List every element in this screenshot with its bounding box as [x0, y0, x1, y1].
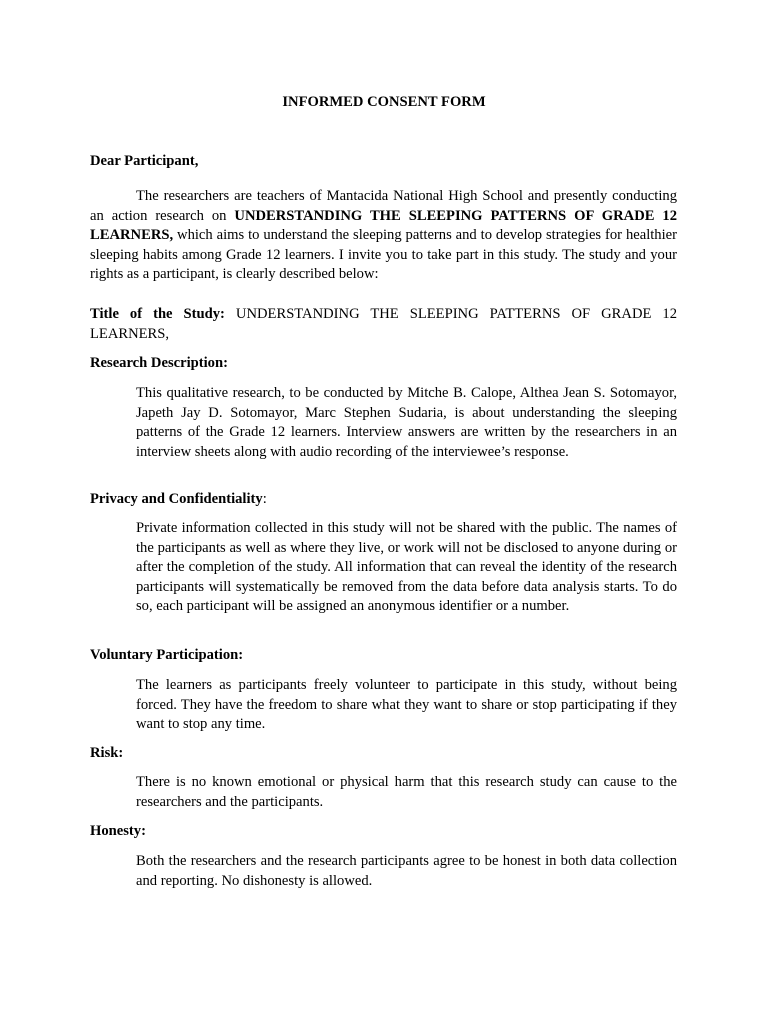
document-title: INFORMED CONSENT FORM: [282, 94, 486, 110]
section-body-voluntary-participation: The learners as participants freely volunteer to participate in this study, without being forced. They have the freedom to share what they want to share or stop participating if they want to stop any time.: [136, 677, 677, 732]
intro-paragraph: [90, 187, 677, 285]
section-heading-voluntary-participation: [90, 646, 243, 666]
section-body-privacy: Private information collected in this study will not be shared with the public. The names of the participants as well as where they live, or work will not be disclosed to anyone during or after the completion of the study. All information that can reveal the identity of the research participants will systematically be removed from the data before data analysis starts. To do so, each participant will be assigned an anonymous identifier or a number.: [136, 520, 677, 614]
intro-text-start: The researchers are teachers of Mantacida National High School and presently conducting an action research on: [90, 188, 677, 224]
section-heading-text: Risk:: [90, 745, 124, 761]
section-heading-research-description: [90, 354, 228, 374]
intro-study-title: UNDERSTANDING THE SLEEPING PATTERNS OF GRADE 12 LEARNERS,: [90, 207, 677, 243]
study-title-line: [90, 305, 677, 344]
section-body-honesty: Both the researchers and the research participants agree to be honest in both data collection and reporting. No dishonesty is allowed.: [136, 853, 677, 889]
section-body-research-description: This qualitative research, to be conducted by Mitche B. Calope, Althea Jean S. Sotomayor, Japeth Jay D. Sotomayor, Marc Stephen Sudaria, is about understanding the sleeping patterns of the Grade 12 learners. Interview answers are written by the researchers in an interview sheets along with audio recording of the interviewee’s response.: [136, 385, 677, 460]
section-heading-text: Voluntary Participation:: [90, 647, 244, 663]
section-heading-text: Privacy and Confidentiality: [90, 491, 263, 507]
section-heading-honesty: [90, 822, 146, 842]
section-heading-text: Research Description:: [90, 355, 228, 371]
section-heading-suffix: :: [262, 491, 267, 507]
study-title-label: Title of the Study:: [90, 306, 225, 322]
intro-text-end: which aims to understand the sleeping patterns and to develop strategies for healthier sleeping habits among Grade 12 learners. I invite you to take part in this study. The study and your rights as a participant, is clearly described below:: [90, 227, 677, 282]
section-body-risk: There is no known emotional or physical harm that this research study can cause to the researchers and the participants.: [136, 774, 677, 810]
section-heading-text: Honesty:: [90, 823, 146, 839]
salutation: Dear Participant,: [90, 153, 199, 169]
section-heading-privacy: [90, 490, 267, 510]
study-title-value: UNDERSTANDING THE SLEEPING PATTERNS OF GRADE 12 LEARNERS,: [90, 306, 678, 342]
section-heading-risk: [90, 744, 123, 764]
